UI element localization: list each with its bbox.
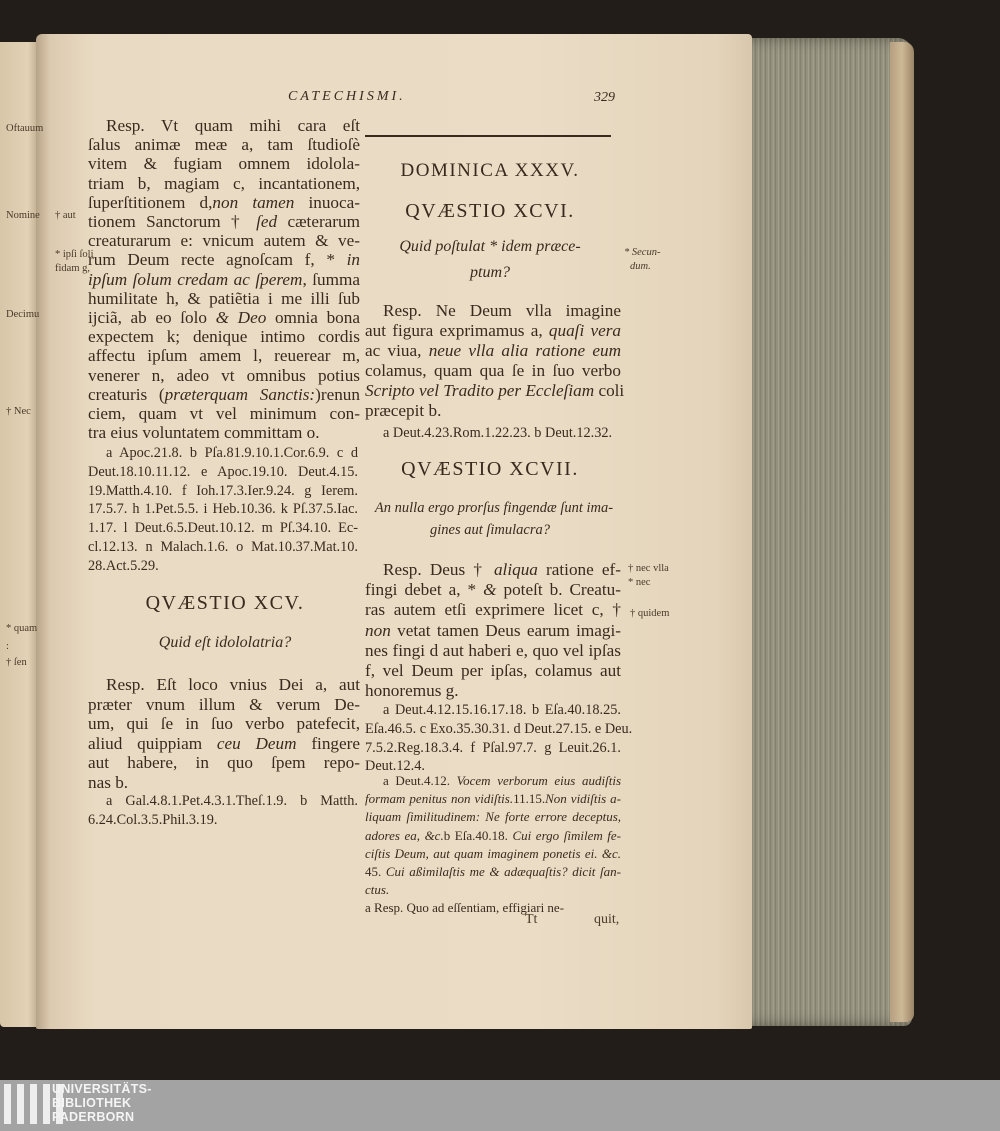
text-line: præter vnum illum & verum De- [88,694,360,714]
text-line: Resp. Ne Deum vlla imagine [383,301,621,320]
text-line: nas b. [88,772,129,792]
text-line: ciſtis Deum, aut quam imaginem ponetis ei. &c. [365,845,621,861]
margin-note: * nec [628,577,651,588]
text-line: adores ea, &c.b Eſa.40.18. Cui ergo ſimilem fe- [365,827,622,843]
book-page-edges [732,38,912,1026]
facing-margin-note: Oftauum [6,123,44,134]
text-line: a Resp. Quo ad eſſentiam, effigiari ne- [365,900,565,916]
text-line: creaturarum e: vnicum autem & ve- [88,231,360,251]
text-line: um, qui ſe in ſuo verbo patefecit, [88,714,360,733]
margin-note: * ipſi ſoli [55,249,94,260]
reference-list [88,792,358,830]
text-line: ciem, quam vt vel minimum con- [88,404,360,424]
facing-margin-note: Nomine [6,210,40,221]
reference-list [88,444,358,576]
question-heading: QVÆSTIO XCVI. [405,200,575,222]
text-line: colamus, quam qua ſe in ſuo verbo [365,361,621,380]
text-line: ijciã, ab eo ſolo & Deo omnia bona [88,308,360,328]
answer-paragraph [365,301,625,421]
text-line: a Apoc.21.8. b Pſa.81.9.10.1.Cor.6.9. c d [106,445,358,461]
answer-paragraph [88,675,360,792]
book-cover-edge [890,42,914,1022]
text-line: Resp. Deus † aliqua ratione ef- [383,560,622,579]
annotation-notes [365,772,621,918]
margin-note: † quidem [630,608,670,619]
margin-note: † nec vlla [628,563,669,574]
text-line: a Deut.4.23.Rom.1.22.23. b Deut.12.32. [383,425,613,441]
margin-note: fidam g, [55,263,90,274]
text-line: a Gal.4.8.1.Pet.4.3.1.Theſ.1.9. b Matth. [106,793,358,809]
question-text: An nulla ergo prorſus fingendæ ſunt ima- [374,500,614,516]
text-line: 17.5.7. h 1.Pet.5.5. i Heb.10.36. k Pſ.37.5.Iac. [88,501,358,518]
facing-margin-note: † ſen [6,657,27,668]
text-line: a Deut.4.12. Vocem verborum eius audiſtis [383,773,621,788]
text-line: Resp. Vt quam mihi cara eſt [106,116,360,135]
text-line: 7.5.2.Reg.18.3.4. f Pſal.97.7. g Leuit.26.1. [365,739,621,756]
library-footer [0,1080,1000,1131]
text-line: venerer n, adeo vt omnibus potius [88,365,360,385]
text-line: aut figura exprimamus a, quaſi vera [365,321,621,340]
section-heading: DOMINICA XXXV. [400,160,580,181]
reference-list [365,424,621,443]
text-line: 45. Cui aßimilaſtis me & adæquaſtis? dicit ſan- [365,864,621,880]
text-line: aut habere, in quo ſpem repo- [88,753,360,772]
text-line: ac viua, neue vlla alia ratione eum [365,341,621,360]
text-line: vitem & fugiam omnem idolola- [88,154,360,174]
text-line: ſuperſtitionem d,non tamen inuoca- [88,192,360,212]
margin-note: † aut [55,210,76,221]
text-line: tionem Sanctorum † ſed cæterarum [88,212,360,232]
facing-margin-note: † Nec [6,406,31,417]
text-line: ſalus animæ meæ a, tam ſtudioſè [88,135,360,155]
header-rule [365,135,611,137]
text-line: f, vel Deum per ipſas, colamus aut [365,661,621,681]
answer-paragraph [88,116,360,442]
question-text: Quid eſt idololatria? [158,634,292,651]
text-line: ctus. [365,882,390,898]
text-line: creaturis (præterquam Sanctis:)renun [88,384,360,404]
question-text: gines aut ſimulacra? [429,522,551,538]
text-line: affectu ipſum amem l, reuerear m, [88,346,360,366]
facing-margin-note: Decimu [6,309,40,320]
text-line: formam penitus non vidiſtis.11.15.Non vidiſtis a- [365,791,622,807]
text-line: fingi debet a, * & poteſt b. Creatu- [365,580,622,600]
text-line: 28.Act.5.29. [88,557,159,574]
text-line: Resp. Eſt loco vnius Dei a, aut [106,675,360,694]
logo-line: PADERBORN [52,1110,135,1124]
text-line: honoremus g. [365,681,459,701]
text-line: Scripto vel Tradito per Eccleſiam coli [365,381,625,400]
question-text: Quid poſtulat * idem præce- [399,238,581,255]
reference-list [365,701,633,776]
question-heading: QVÆSTIO XCVII. [401,458,579,480]
answer-paragraph [365,560,621,701]
facing-page-edge [0,42,40,1027]
margin-note: * Secun- [624,247,661,258]
text-line: ipſum ſolum credam ac ſperem, ſumma [88,269,360,289]
text-line: rum Deum recte agnoſcam f, * in [88,250,360,270]
text-line: præcepit b. [365,401,442,420]
question-heading: QVÆSTIO XCV. [145,592,305,614]
text-line: expectem k; denique intimo cordis [88,327,360,347]
text-line: liquam ſimilitudinem: Ne forte errore deceptus, [365,809,621,825]
running-title: CATECHISMI. [288,89,406,104]
text-line: aliud quippiam ceu Deum fingere [88,733,360,753]
margin-note: dum. [630,261,651,272]
library-logo-text [52,1082,152,1124]
text-line: Deut.12.4. [365,758,425,775]
text-line: Eſa.46.5. c Exo.35.30.31. d Deut.27.15. e Deu. [365,720,633,737]
question-text: ptum? [470,264,510,281]
facing-margin-note: * quam [6,623,38,634]
text-line: humilitate h, & patiẽtia i me illi ſub [88,288,360,308]
text-line: 6.24.Col.3.5.Phil.3.19. [88,811,218,828]
text-line: ras autem etſi exprimere licet c, † [365,600,621,620]
text-line: triam b, magiam c, incantationem, [88,173,360,193]
text-line: Deut.18.10.11.12. e Apoc.19.10. Deut.4.15. [88,463,358,480]
text-line: 1.17. l Deut.6.5.Deut.10.12. m Pſ.34.10. Ec- [88,520,358,537]
page-number: 329 [594,90,615,105]
catchword: quit, [594,912,620,927]
signature-mark: Tt [525,912,538,927]
logo-line: BIBLIOTHEK [52,1096,132,1110]
text-line: a Deut.4.12.15.16.17.18. b Eſa.40.18.25. [383,702,621,718]
text-line: tra eius voluntatem committam o. [88,423,320,443]
facing-margin-note: : [6,641,9,652]
text-line: nes fingi d aut haberi e, quo vel ipſas [365,640,621,660]
text-line: non vetat tamen Deus earum imagi- [365,620,621,640]
text-line: 19.Matth.4.10. f Ioh.17.3.Ier.9.24. g Ierem. [88,482,358,499]
text-line: cl.12.13. n Malach.1.6. o Mat.10.37.Mat.10. [88,538,358,555]
logo-line: UNIVERSITÄTS- [52,1082,152,1096]
